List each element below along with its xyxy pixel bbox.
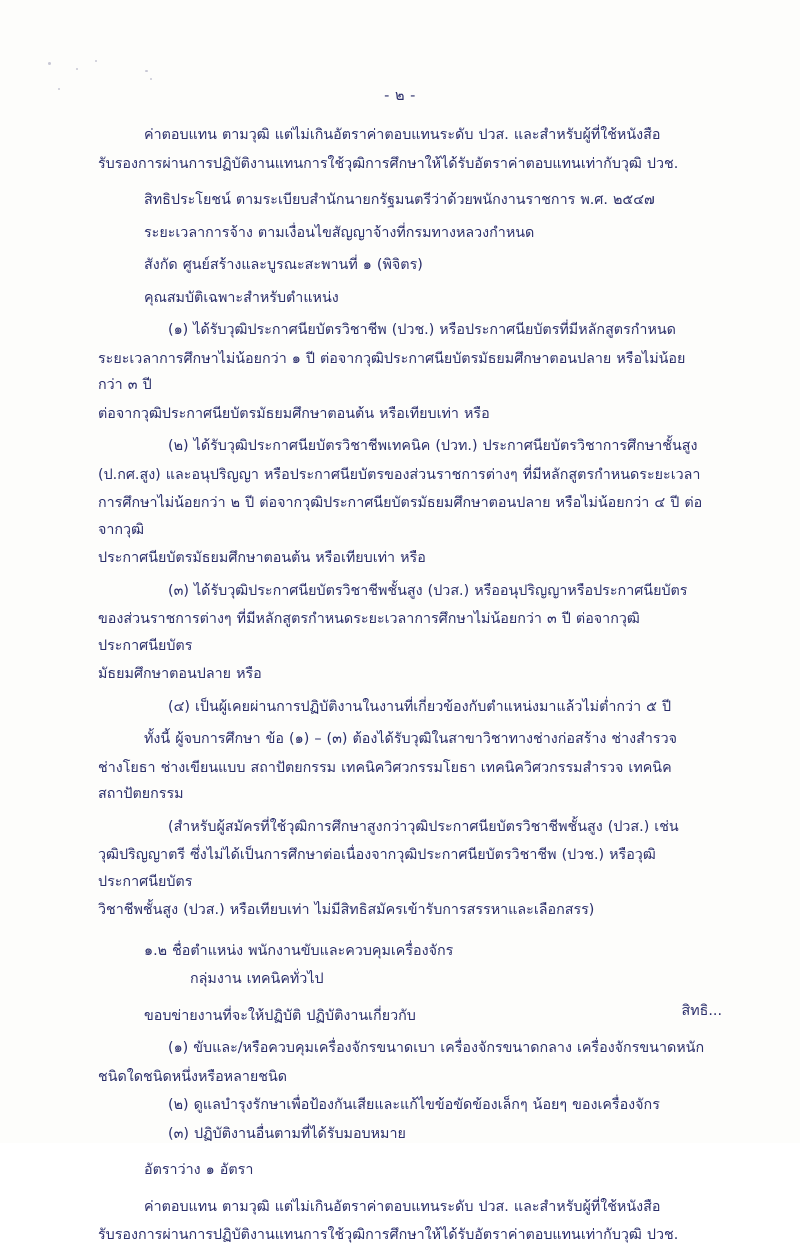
paragraph-affiliation: สังกัด ศูนย์สร้างและบูรณะสะพานที่ ๑ (พิจิตร) xyxy=(144,257,423,273)
paragraph-work-group: กลุ่มงาน เทคนิคทั่วไป xyxy=(190,971,324,987)
paragraph: ค่าตอบแทน ตามวุฒิ แต่ไม่เกินอัตราค่าตอบแทนระดับ ปวส. และสำหรับผู้ที่ใช้หนังสือ xyxy=(144,127,661,143)
paragraph-note: ทั้งนี้ ผู้จบการศึกษา ข้อ (๑) – (๓) ต้องได้รับวุฒิในสาขาวิชาทางช่างก่อสร้าง ช่างสำรวจ xyxy=(144,731,677,747)
paragraph: ชนิดใดชนิดหนึ่งหรือหลายชนิด xyxy=(98,1068,288,1085)
paragraph-scope-item-3: (๓) ปฏิบัติงานอื่นตามที่ได้รับมอบหมาย xyxy=(168,1125,406,1142)
footer-continuation-note: สิทธิ... xyxy=(681,1003,722,1019)
paragraph-item-3: (๓) ได้รับวุฒิประกาศนียบัตรวิชาชีพชั้นสูง (ปวส.) หรืออนุปริญญาหรือประกาศนียบัตร xyxy=(168,582,688,599)
page-number: - ๒ - xyxy=(384,88,416,104)
paragraph-item-2: (๒) ได้รับวุฒิประกาศนียบัตรวิชาชีพเทคนิค (ปวท.) ประกาศนียบัตรวิชาการศึกษาชั้นสูง xyxy=(168,438,698,454)
scan-speckle xyxy=(145,70,148,72)
paragraph: ระยะเวลาการศึกษาไม่น้อยกว่า ๑ ปี ต่อจากวุฒิประกาศนียบัตรมัธยมศึกษาตอนปลาย หรือไม่น้อยกว่า ๓ ปี xyxy=(98,350,686,393)
paragraph: วุฒิปริญญาตรี ซึ่งไม่ได้เป็นการศึกษาต่อเนื่องจากวุฒิประกาศนียบัตรวิชาชีพ (ปวช.) หรือวุฒิประกาศนียบัตร xyxy=(98,847,656,890)
scan-speckle xyxy=(48,62,51,65)
paragraph-parenthetical: (สำหรับผู้สมัครที่ใช้วุฒิการศึกษาสูงกว่าวุฒิประกาศนียบัตรวิชาชีพชั้นสูง (ปวส.) เช่น xyxy=(168,818,679,835)
paragraph-qualifications-heading: คุณสมบัติเฉพาะสำหรับตำแหน่ง xyxy=(144,289,339,306)
paragraph: (ป.กศ.สูง) และอนุปริญญา หรือประกาศนียบัตรของส่วนราชการต่างๆ ที่มีหลักสูตรกำหนดระยะเวลา xyxy=(98,466,701,483)
paragraph: ต่อจากวุฒิประกาศนียบัตรมัธยมศึกษาตอนต้น หรือเทียบเท่า หรือ xyxy=(98,405,490,422)
paragraph-benefits: สิทธิประโยชน์ ตามระเบียบสำนักนายกรัฐมนตรีว่าด้วยพนักงานราชการ พ.ศ. ๒๕๔๗ xyxy=(144,192,655,208)
document-body xyxy=(98,122,710,1251)
paragraph-scope-item-2: (๒) ดูแลบำรุงรักษาเพื่อป้องกันเสียและแก้ไขข้อขัดข้องเล็กๆ น้อยๆ ของเครื่องจักร xyxy=(168,1097,660,1113)
scan-speckle xyxy=(95,60,97,62)
paragraph-duration: ระยะเวลาการจ้าง ตามเงื่อนไขสัญญาจ้างที่กรมทางหลวงกำหนด xyxy=(144,224,535,241)
paragraph: มัธยมศึกษาตอนปลาย หรือ xyxy=(98,666,262,682)
paragraph-scope-item-1: (๑) ขับและ/หรือควบคุมเครื่องจักรขนาดเบา เครื่องจักรขนาดกลาง เครื่องจักรขนาดหนัก xyxy=(168,1040,705,1056)
paragraph: ประกาศนียบัตรมัธยมศึกษาตอนต้น หรือเทียบเท่า หรือ xyxy=(98,550,426,566)
paragraph-scope-heading: ขอบข่ายงานที่จะให้ปฏิบัติ ปฏิบัติงานเกี่ยวกับ xyxy=(144,1007,416,1024)
paragraph-item-1: (๑) ได้รับวุฒิประกาศนียบัตรวิชาชีพ (ปวช.) หรือประกาศนียบัตรที่มีหลักสูตรกำหนด xyxy=(168,322,676,338)
paragraph-item-4: (๔) เป็นผู้เคยผ่านการปฏิบัติงานในงานที่เกี่ยวข้องกับตำแหน่งมาแล้วไม่ต่ำกว่า ๕ ปี xyxy=(168,698,672,715)
paragraph: รับรองการผ่านการปฏิบัติงานแทนการใช้วุฒิการศึกษาให้ได้รับอัตราค่าตอบแทนเท่ากับวุฒิ ปวช. xyxy=(98,155,679,172)
paragraph: การศึกษาไม่น้อยกว่า ๒ ปี ต่อจากวุฒิประกาศนียบัตรมัธยมศึกษาตอนปลาย หรือไม่น้อยกว่า ๔ ปี ต่อจากวุฒิ xyxy=(98,495,703,538)
paragraph: วิชาชีพชั้นสูง (ปวส.) หรือเทียบเท่า ไม่มีสิทธิสมัครเข้ารับการสรรหาและเลือกสรร) xyxy=(98,902,595,918)
paragraph: ช่างโยธา ช่างเขียนแบบ สถาปัตยกรรม เทคนิควิศวกรรมโยธา เทคนิควิศวกรรมสำรวจ เทคนิคสถาปัตยกรรม xyxy=(98,759,672,802)
scan-speckle xyxy=(150,78,152,80)
paragraph-compensation: ค่าตอบแทน ตามวุฒิ แต่ไม่เกินอัตราค่าตอบแทนระดับ ปวส. และสำหรับผู้ที่ใช้หนังสือ xyxy=(144,1198,661,1215)
scan-speckle xyxy=(76,68,78,70)
paragraph: รับรองการผ่านการปฏิบัติงานแทนการใช้วุฒิการศึกษาให้ได้รับอัตราค่าตอบแทนเท่ากับวุฒิ ปวช. xyxy=(98,1227,679,1243)
paragraph-vacancy: อัตราว่าง ๑ อัตรา xyxy=(144,1162,254,1178)
paragraph-position-title: ๑.๒ ชื่อตำแหน่ง พนักงานขับและควบคุมเครื่องจักร xyxy=(144,942,454,959)
paragraph: ของส่วนราชการต่างๆ ที่มีหลักสูตรกำหนดระยะเวลาการศึกษาไม่น้อยกว่า ๓ ปี ต่อจากวุฒิประกาศนียบัตร xyxy=(98,611,640,654)
